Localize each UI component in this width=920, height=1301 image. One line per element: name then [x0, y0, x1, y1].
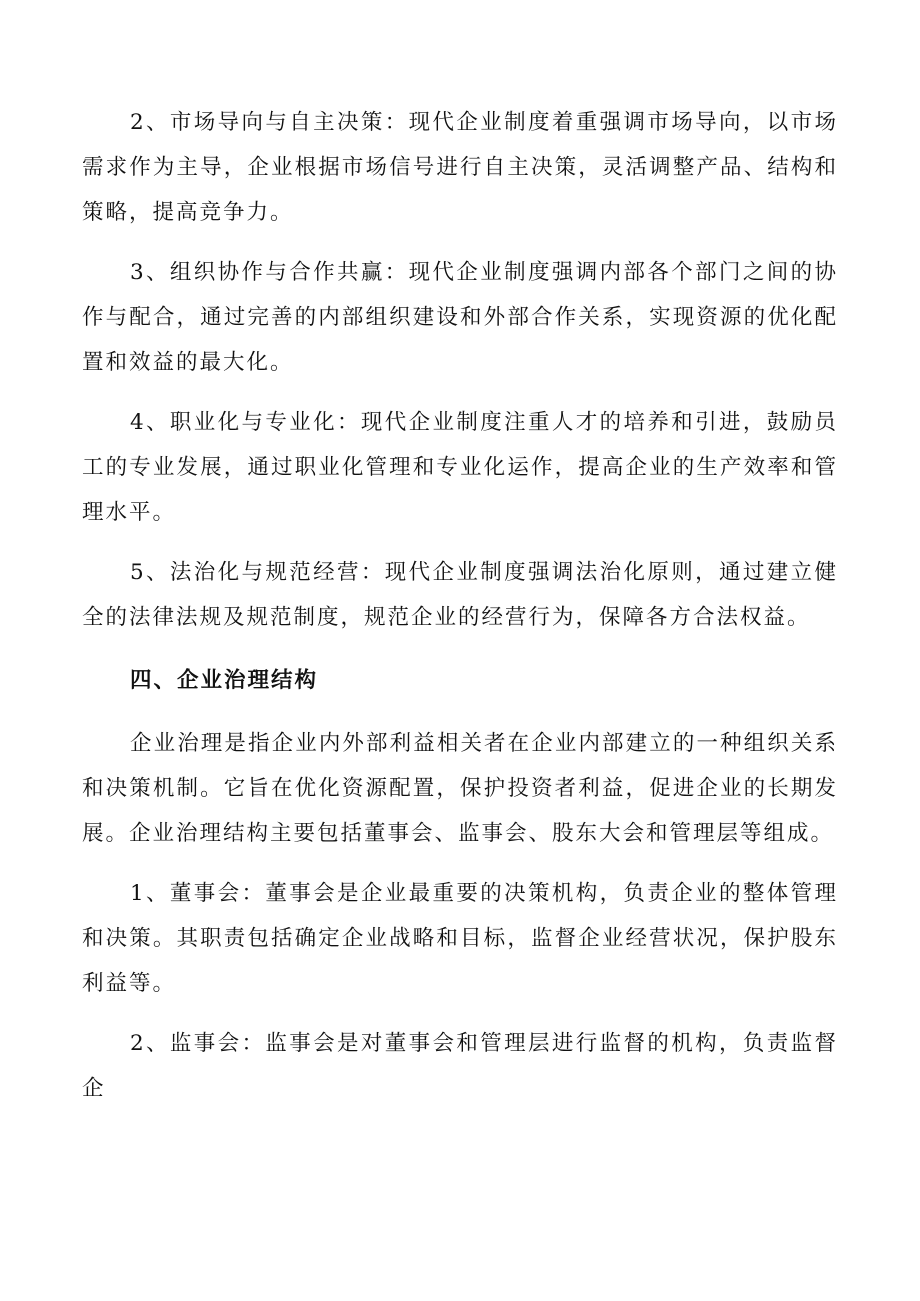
paragraph-rule-of-law: 5、法治化与规范经营：现代企业制度强调法治化原则，通过建立健全的法律法规及规范制度，规范企业的经营行为，保障各方合法权益。	[82, 560, 838, 630]
paragraph-professionalization: 4、职业化与专业化：现代企业制度注重人才的培养和引进，鼓励员工的专业发展，通过职业化管理和专业化运作，提高企业的生产效率和管理水平。	[82, 410, 838, 525]
paragraph-board-of-directors: 1、董事会：董事会是企业最重要的决策机构，负责企业的整体管理和决策。其职责包括确定企业战略和目标，监督企业经营状况，保护股东利益等。	[82, 881, 838, 996]
paragraph-supervisory-board: 2、监事会：监事会是对董事会和管理层进行监督的机构，负责监督企	[82, 1031, 838, 1101]
section-heading-corporate-governance: 四、企业治理结构	[130, 668, 319, 693]
paragraph-governance-intro: 企业治理是指企业内外部利益相关者在企业内部建立的一种组织关系和决策机制。它旨在优化资源配置，保护投资者利益，促进企业的长期发展。企业治理结构主要包括董事会、监事会、股东大会和管理层等组成。	[82, 731, 838, 846]
paragraph-organization-cooperation: 3、组织协作与合作共赢：现代企业制度强调内部各个部门之间的协作与配合，通过完善的内部组织建设和外部合作关系，实现资源的优化配置和效益的最大化。	[82, 260, 838, 375]
paragraph-market-orientation: 2、市场导向与自主决策：现代企业制度着重强调市场导向，以市场需求作为主导，企业根据市场信号进行自主决策，灵活调整产品、结构和策略，提高竞争力。	[82, 110, 838, 225]
